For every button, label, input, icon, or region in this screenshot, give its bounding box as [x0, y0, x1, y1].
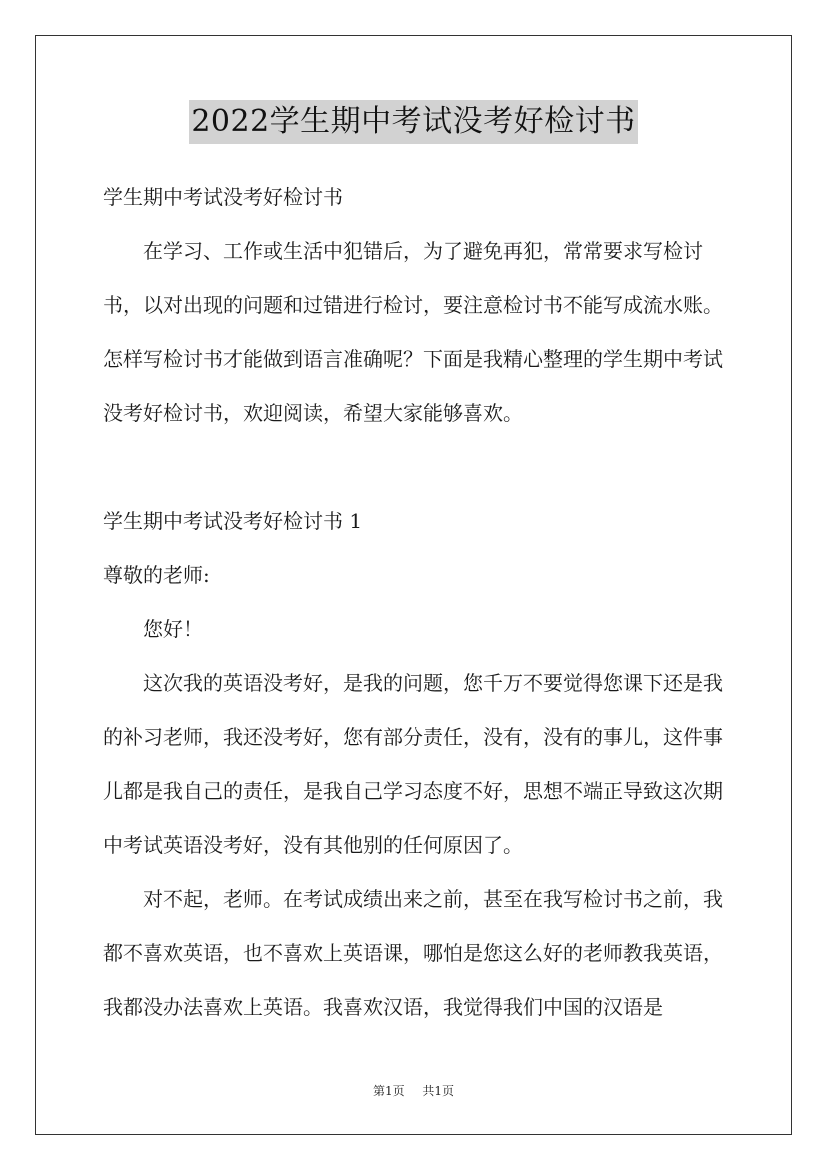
greeting: 您好！ [143, 617, 203, 641]
title-container [0, 100, 827, 144]
page-total: 共1页 [422, 1084, 455, 1098]
salutation: 尊敬的老师: [103, 563, 210, 587]
body-paragraph-1: 这次我的英语没考好，是我的问题，您千万不要觉得您课下还是我的补习老师，我还没考好，您有部分责任，没有，没有的事儿，这件事儿都是我自己的责任，是我自己学习态度不好，思想不端正导致这次期中考试英语没考好，没有其他别的任何原因了。 [103, 671, 723, 857]
intro-paragraph: 在学习、工作或生活中犯错后，为了避免再犯，常常要求写检讨书，以对出现的问题和过错进行检讨，要注意检讨书不能写成流水账。怎样写检讨书才能做到语言准确呢？下面是我精心整理的学生期中考试没考好检讨书，欢迎阅读，希望大家能够喜欢。 [103, 239, 723, 425]
paragraph-spacer [103, 440, 727, 494]
page-number: 第1页 [372, 1084, 405, 1098]
section-heading: 学生期中考试没考好检讨书 1 [103, 509, 363, 533]
page-footer [0, 1082, 827, 1099]
document-subtitle: 学生期中考试没考好检讨书 [103, 185, 343, 209]
body-paragraph-2: 对不起，老师。在考试成绩出来之前，甚至在我写检讨书之前，我都不喜欢英语，也不喜欢上英语课，哪怕是您这么好的老师教我英语，我都没办法喜欢上英语。我喜欢汉语，我觉得我们中国的汉语是 [103, 887, 723, 1019]
document-body [103, 170, 727, 1034]
document-title: 2022学生期中考试没考好检讨书 [189, 100, 637, 144]
